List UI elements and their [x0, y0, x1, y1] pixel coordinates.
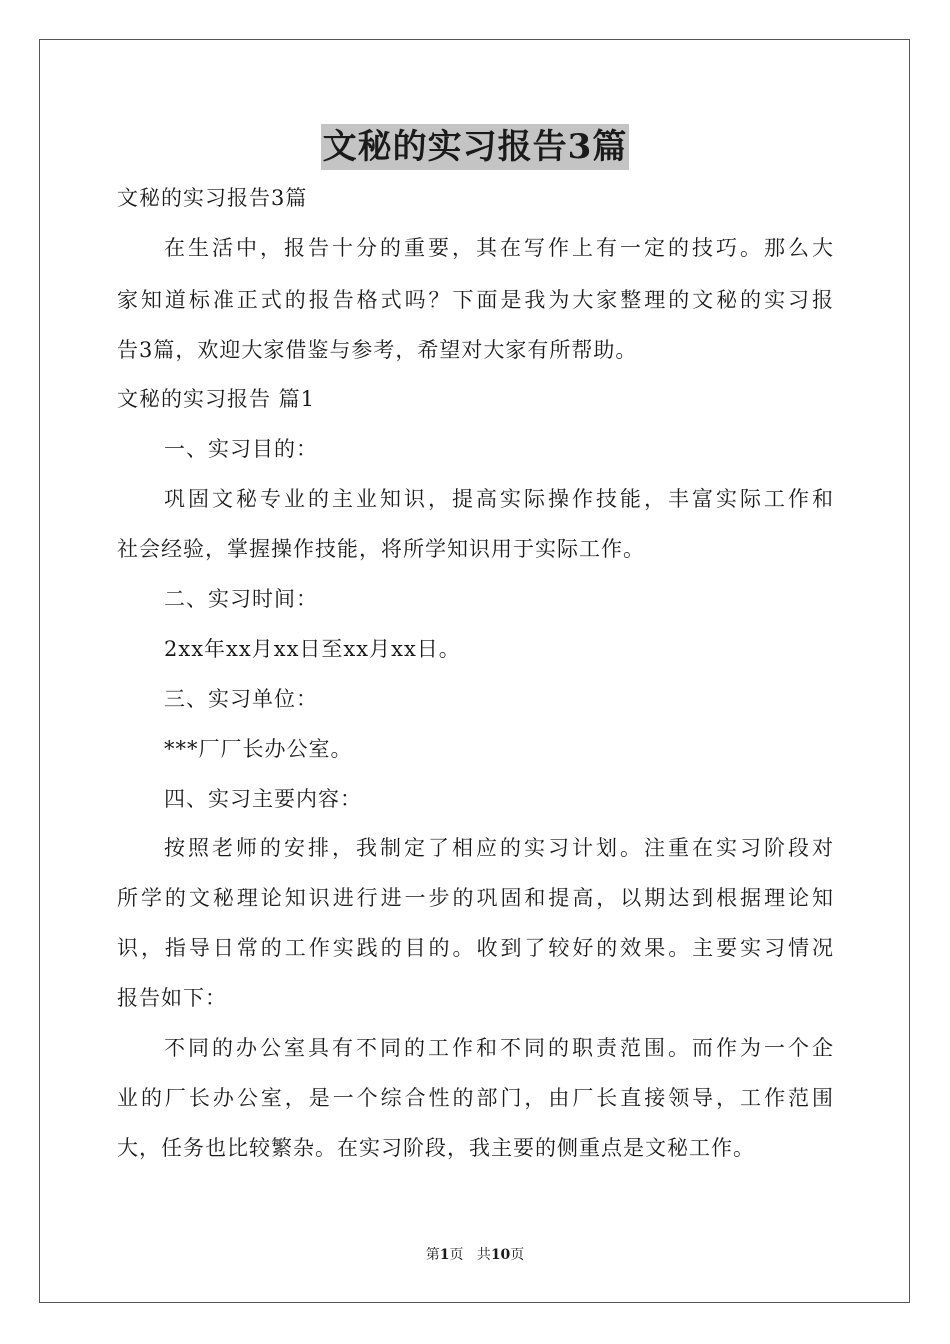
- unit-text: ***厂厂长办公室。: [164, 737, 353, 761]
- title-container: [0, 124, 950, 170]
- purpose-heading: 一、实习目的：: [164, 437, 318, 461]
- footer-total-prefix: 共: [476, 1247, 491, 1263]
- time-heading: 二、实习时间：: [164, 587, 318, 611]
- footer-prefix: 第: [425, 1247, 440, 1263]
- office-line-1: 不同的办公室具有不同的工作和不同的职责范围。而作为一个企: [164, 1036, 833, 1060]
- footer-page-suffix: 页: [449, 1247, 464, 1263]
- office-line-3: 大，任务也比较繁杂。在实习阶段，我主要的侧重点是文秘工作。: [117, 1136, 755, 1160]
- footer-page-number: 1: [439, 1247, 450, 1263]
- unit-heading: 三、实习单位：: [164, 687, 318, 711]
- content-line-1: 按照老师的安排，我制定了相应的实习计划。注重在实习阶段对: [164, 836, 833, 860]
- document-subtitle: 文秘的实习报告3篇: [117, 186, 308, 210]
- intro-line-2: 家知道标准正式的报告格式吗？下面是我为大家整理的文秘的实习报: [117, 288, 833, 312]
- purpose-line-2: 社会经验，掌握操作技能，将所学知识用于实际工作。: [117, 537, 645, 561]
- office-line-2: 业的厂长办公室，是一个综合性的部门，由厂长直接领导，工作范围: [117, 1086, 833, 1110]
- content-line-2: 所学的文秘理论知识进行进一步的巩固和提高，以期达到根据理论知: [117, 886, 833, 910]
- content-line-4: 报告如下：: [117, 986, 227, 1010]
- section-heading: 文秘的实习报告 篇1: [117, 387, 316, 411]
- footer-total-suffix: 页: [510, 1247, 525, 1263]
- content-heading: 四、实习主要内容：: [164, 787, 362, 811]
- intro-line-1: 在生活中，报告十分的重要，其在写作上有一定的技巧。那么大: [164, 236, 833, 260]
- intro-line-3: 告3篇，欢迎大家借鉴与参考，希望对大家有所帮助。: [117, 338, 638, 362]
- footer-total-pages: 10: [490, 1247, 511, 1263]
- document-title: 文秘的实习报告3篇: [321, 124, 630, 170]
- purpose-line-1: 巩固文秘专业的主业知识，提高实际操作技能，丰富实际工作和: [164, 487, 833, 511]
- time-text: 2xx年xx月xx日至xx月xx日。: [164, 637, 461, 661]
- content-line-3: 识，指导日常的工作实践的目的。收到了较好的效果。主要实习情况: [117, 936, 833, 960]
- page-footer: [0, 1245, 950, 1265]
- page-border: [39, 39, 910, 1303]
